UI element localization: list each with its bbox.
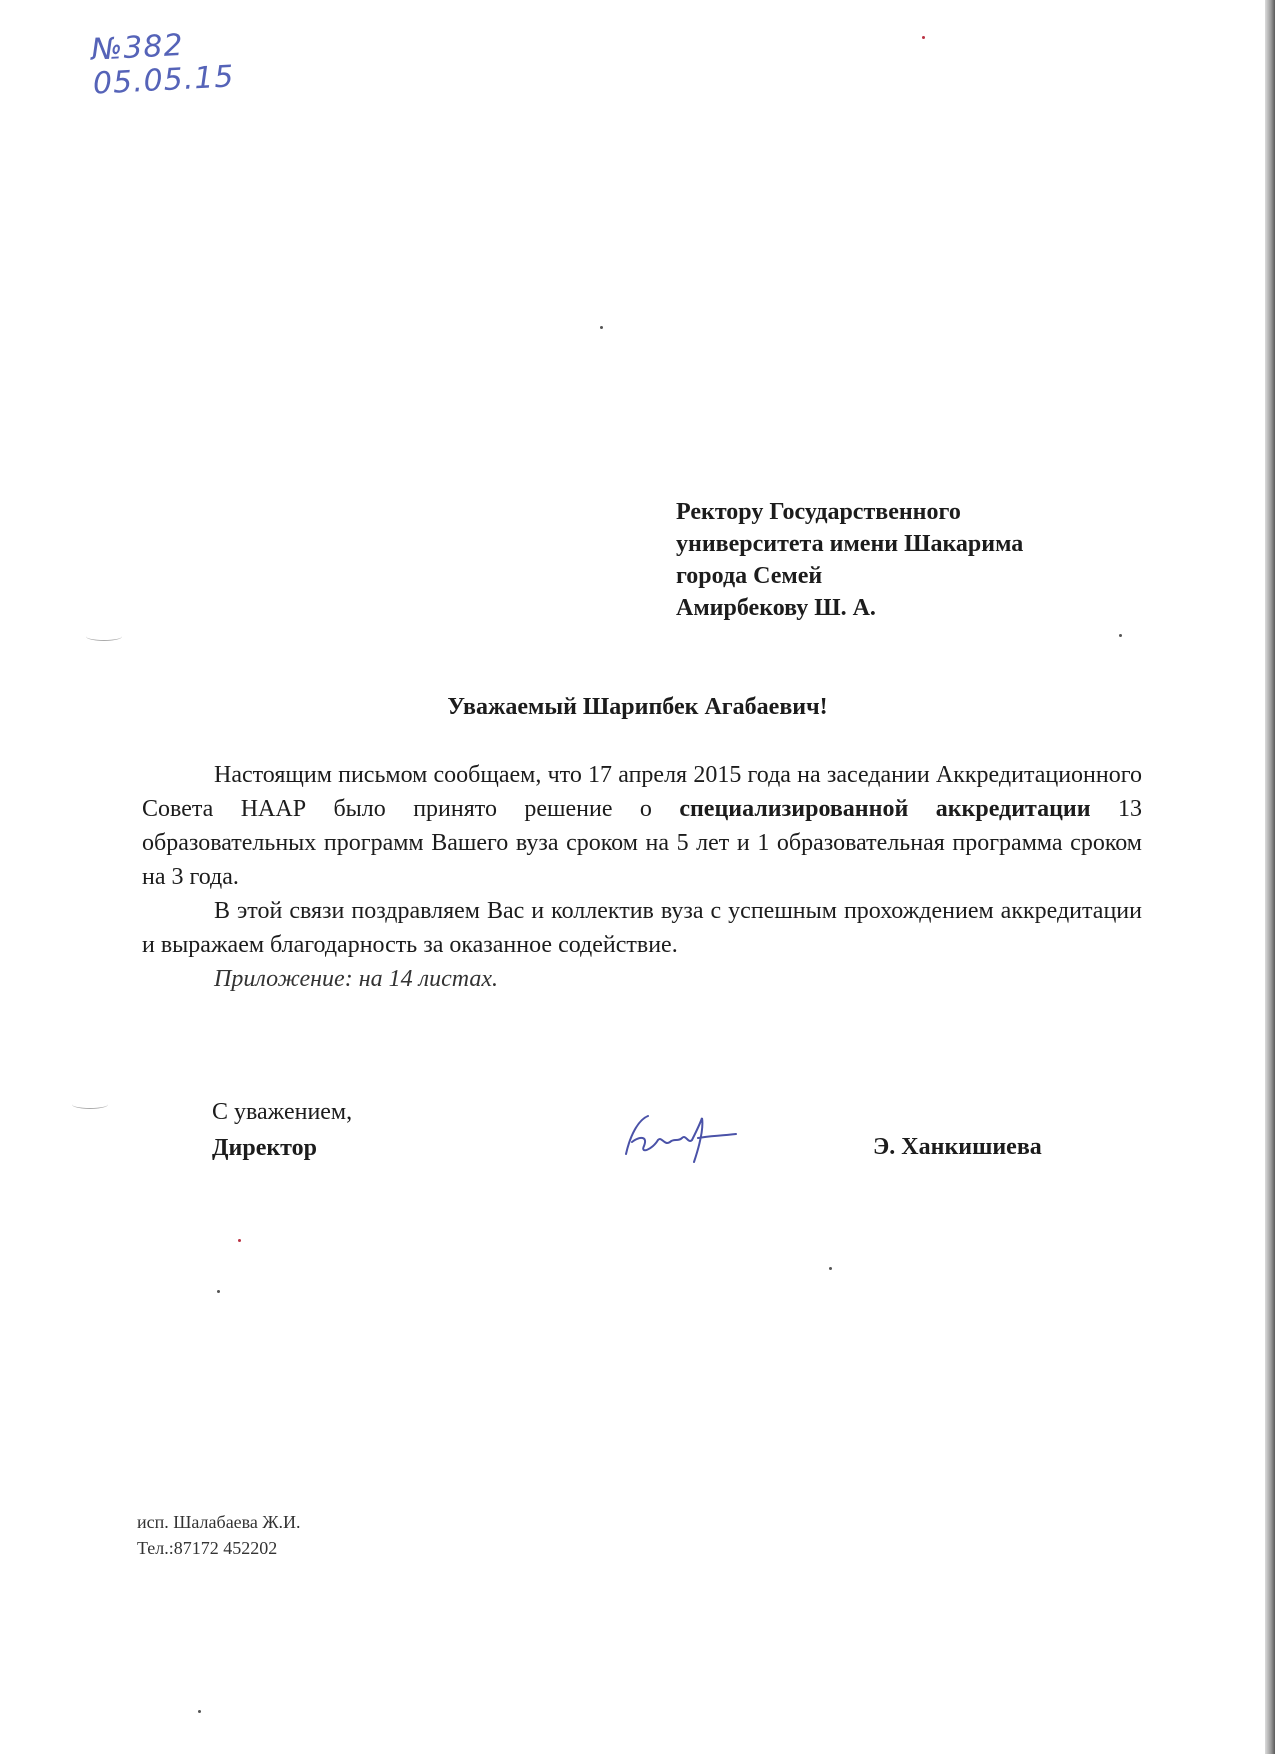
executor-phone: Тел.:87172 452202 bbox=[137, 1538, 278, 1558]
scan-speck bbox=[600, 326, 603, 329]
closing-block bbox=[212, 1094, 352, 1166]
scan-speck bbox=[922, 36, 925, 39]
addressee-line: Ректору Государственного bbox=[676, 499, 961, 525]
addressee-line: университета имени Шакарима bbox=[676, 531, 1024, 557]
emphasized-text: специализированной аккредитации bbox=[679, 796, 1091, 822]
executor-block bbox=[137, 1509, 301, 1561]
scan-artifact bbox=[72, 1100, 108, 1109]
registration-number: №382 bbox=[90, 27, 185, 68]
regards-text: С уважением, bbox=[212, 1099, 353, 1125]
scan-speck bbox=[217, 1290, 220, 1293]
salutation: Уважаемый Шарипбек Агабаевич! bbox=[447, 694, 828, 720]
addressee-line: города Семей bbox=[676, 563, 823, 589]
handwritten-signature bbox=[618, 1106, 758, 1166]
addressee-line: Амирбекову Ш. А. bbox=[676, 595, 876, 621]
scan-speck bbox=[198, 1710, 201, 1713]
scan-edge-shadow bbox=[1265, 0, 1275, 1754]
letter-body bbox=[142, 758, 1142, 996]
scan-speck bbox=[1119, 634, 1122, 637]
registration-date: 05.05.15 bbox=[92, 59, 236, 102]
executor-name: исп. Шалабаева Ж.И. bbox=[137, 1512, 301, 1532]
scan-artifact bbox=[86, 632, 122, 641]
addressee-block bbox=[676, 496, 1023, 624]
registration-stamp bbox=[90, 26, 235, 101]
paragraph-text: Настоящим письмом сообщаем, что 17 апреля 2015 года на заседании Аккредитационного Совета НААР было принято решение о bbox=[142, 762, 1142, 822]
attachment-note: Приложение: на 14 листах. bbox=[214, 966, 499, 992]
paragraph-congratulations: В этой связи поздравляем Вас и коллектив вуза с успешным прохождением аккредитации и выражаем благодарность за оказанное содействие. bbox=[142, 898, 1142, 958]
signer-name: Э. Ханкишиева bbox=[873, 1134, 1042, 1160]
scan-speck bbox=[829, 1267, 832, 1270]
scan-speck bbox=[238, 1239, 241, 1242]
signer-title: Директор bbox=[212, 1135, 317, 1161]
paragraph-accreditation bbox=[142, 758, 1142, 894]
paragraph-text: 13 образовательных программ Вашего вуза сроком на 5 лет и 1 образовательная программа сроком на 3 года. bbox=[142, 796, 1143, 890]
